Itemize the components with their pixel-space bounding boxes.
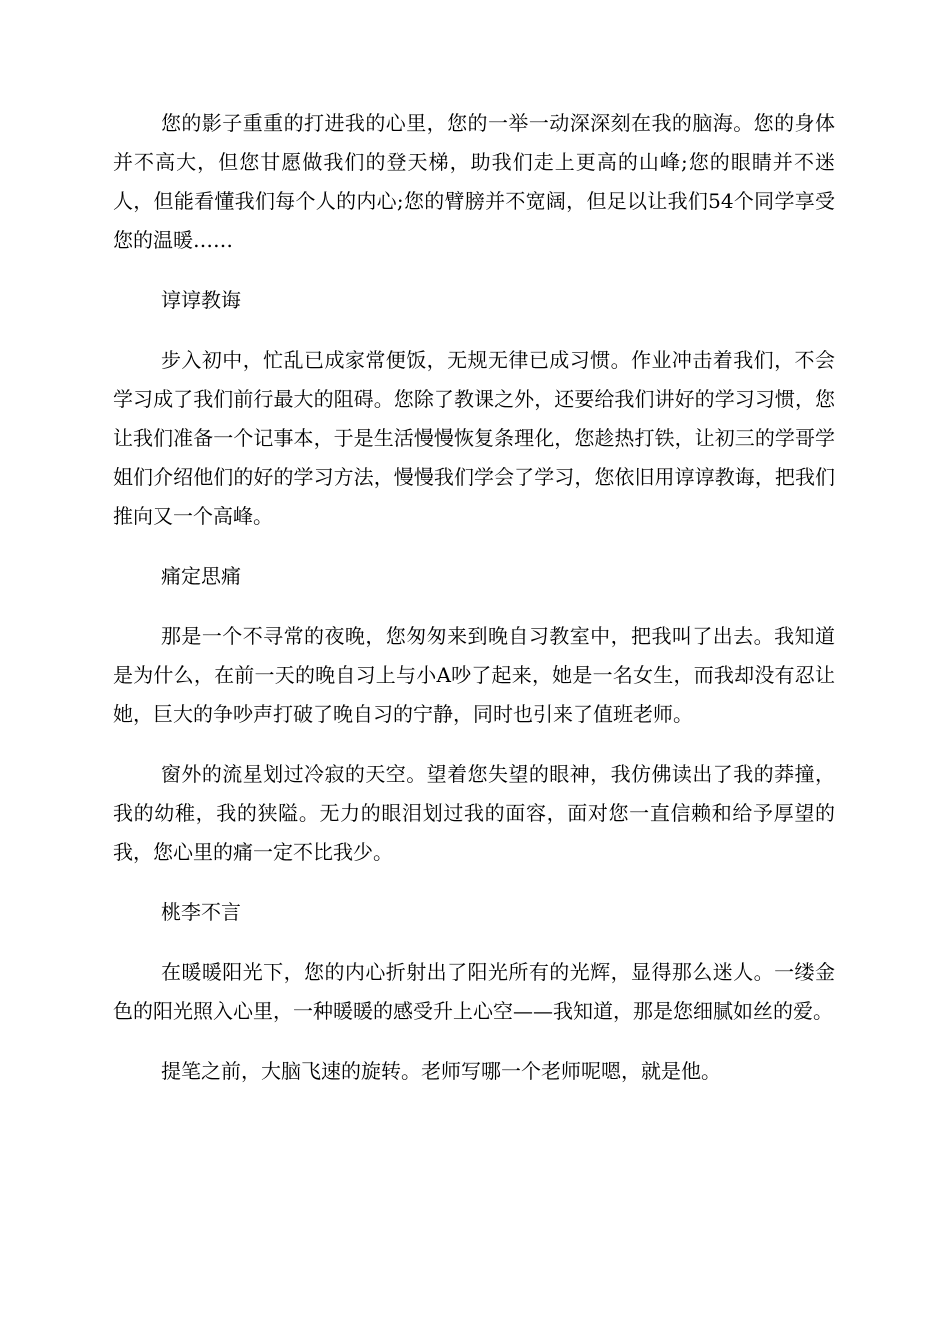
paragraph-night: 那是一个不寻常的夜晚，您匆匆来到晚自习教室中，把我叫了出去。我知道是为什么，在前一天的晚自习上与小A吵了起来，她是一名女生，而我却没有忍让她，巨大的争吵声打破了晚自习的宁静，同时也引来了值班老师。 (113, 624, 835, 726)
section-heading-teaching: 谆谆教诲 (161, 288, 241, 312)
paragraph-sunshine: 在暖暖阳光下，您的内心折射出了阳光所有的光辉，显得那么迷人。一缕金色的阳光照入心里，一种暖暖的感受升上心空——我知道，那是您细腻如丝的爱。 (113, 960, 835, 1023)
section-heading-peach-plum: 桃李不言 (161, 900, 241, 924)
section-heading-reflection: 痛定思痛 (161, 564, 241, 588)
paragraph-intro: 您的影子重重的打进我的心里，您的一举一动深深刻在我的脑海。您的身体并不高大，但您甘愿做我们的登天梯，助我们走上更高的山峰;您的眼睛并不迷人，但能看懂我们每个人的内心;您的臂膀并不宽阔，但足以让我们54个同学享受您的温暖…… (113, 111, 835, 252)
document-body (113, 104, 835, 1112)
paragraph-closing: 提笔之前，大脑飞速的旋转。老师写哪一个老师呢嗯，就是他。 (161, 1059, 721, 1083)
paragraph-meteor: 窗外的流星划过冷寂的天空。望着您失望的眼神，我仿佛读出了我的莽撞，我的幼稚，我的狭隘。无力的眼泪划过我的面容，面对您一直信赖和给予厚望的我，您心里的痛一定不比我少。 (113, 762, 835, 864)
paragraph-teaching: 步入初中，忙乱已成家常便饭，无规无律已成习惯。作业冲击着我们，不会学习成了我们前行最大的阻碍。您除了教课之外，还要给我们讲好的学习习惯，您让我们准备一个记事本，于是生活慢慢恢复条理化，您趁热打铁，让初三的学哥学姐们介绍他们的好的学习方法，慢慢我们学会了学习，您依旧用谆谆教诲，把我们推向又一个高峰。 (113, 348, 835, 528)
